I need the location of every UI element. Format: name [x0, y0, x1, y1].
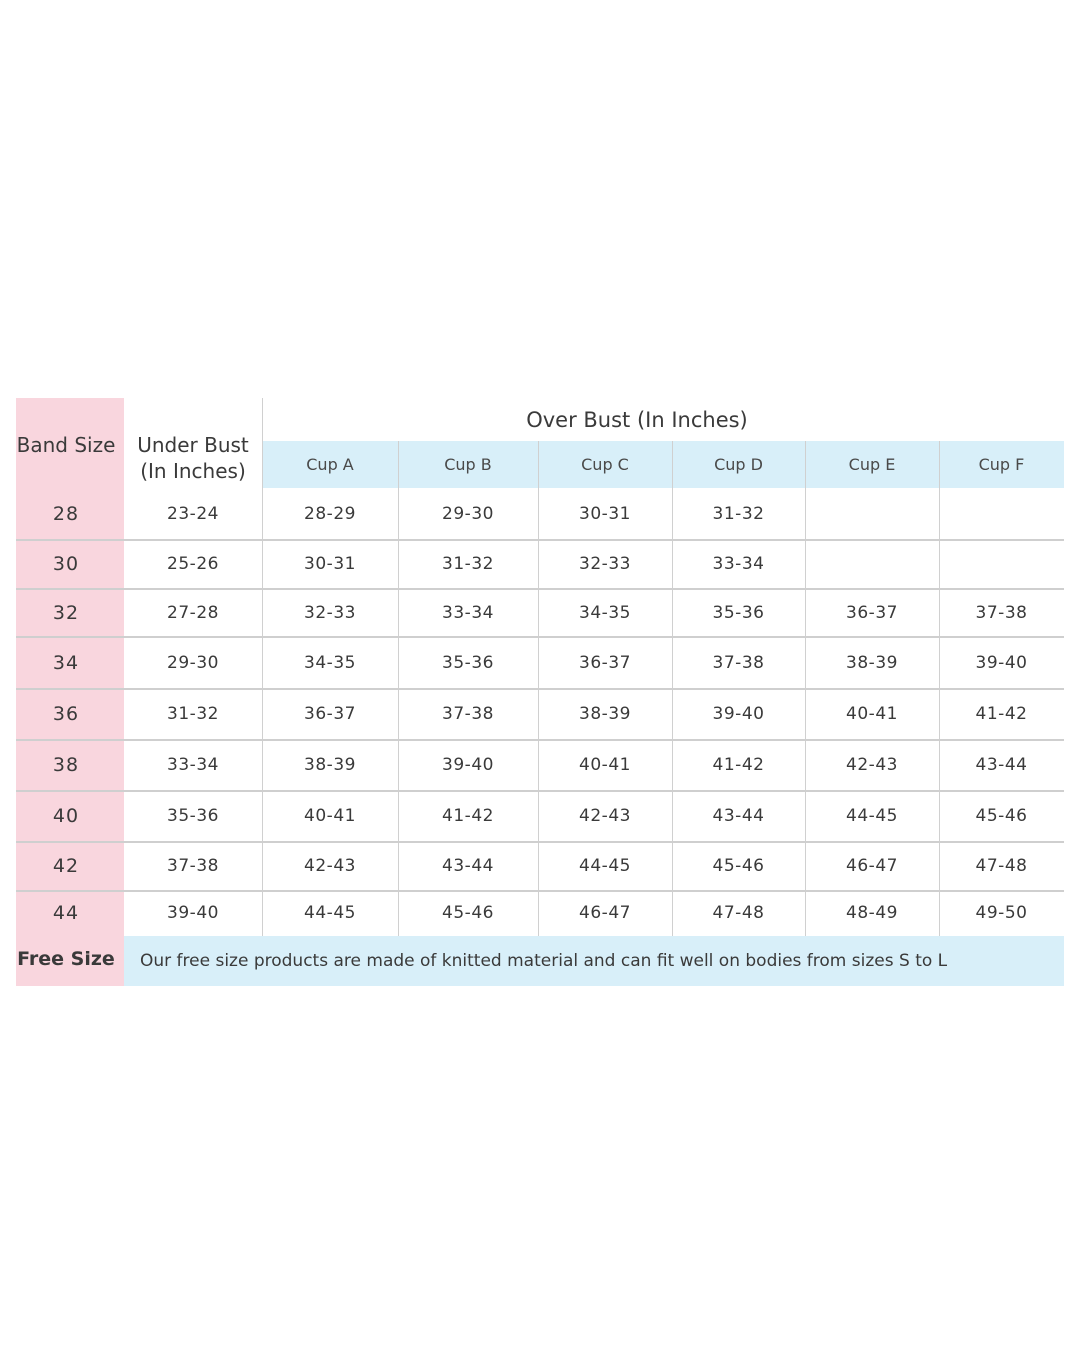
band-size-value: 32: [52, 602, 80, 624]
cup-header: Cup D: [714, 455, 763, 474]
over-bust-value: 45-46: [712, 856, 765, 876]
over-bust-value: 33-34: [442, 603, 494, 623]
over-bust-value: 42-43: [579, 806, 631, 826]
over-bust-value: 39-40: [442, 755, 494, 775]
cup-header: Cup C: [581, 455, 629, 474]
over-bust-value: 41-42: [442, 806, 494, 826]
over-bust-value: 37-38: [975, 603, 1028, 623]
band-size-value: 30: [52, 553, 80, 575]
over-bust-value: 48-49: [846, 903, 898, 923]
over-bust-value: 30-31: [579, 504, 631, 524]
band-size-value: 28: [52, 503, 80, 525]
over-bust-value: 34-35: [579, 603, 631, 623]
cup-header: Cup A: [306, 455, 354, 474]
free-size-note: Our free size products are made of knitted material and can fit well on bodies from sizes S to L: [140, 951, 948, 971]
over-bust-value: 46-47: [579, 903, 631, 923]
over-bust-value: 34-35: [304, 653, 356, 673]
over-bust-value: 31-32: [442, 554, 494, 574]
over-bust-value: 30-31: [304, 554, 356, 574]
over-bust-value: 35-36: [442, 653, 494, 673]
under-bust-header-line2: (In Inches): [140, 459, 246, 483]
over-bust-value: 38-39: [579, 704, 631, 724]
band-size-value: 40: [52, 805, 80, 827]
over-bust-value: 39-40: [712, 704, 765, 724]
under-bust-value: 31-32: [167, 704, 219, 724]
over-bust-value: 31-32: [712, 504, 765, 524]
over-bust-value: 44-45: [579, 856, 631, 876]
under-bust-header-line1: Under Bust: [137, 433, 249, 457]
over-bust-value: 37-38: [712, 653, 765, 673]
over-bust-value: 45-46: [975, 806, 1028, 826]
over-bust-header: Over Bust (In Inches): [526, 408, 748, 432]
over-bust-value: 35-36: [712, 603, 765, 623]
band-size-header: Band Size: [16, 433, 116, 457]
over-bust-value: 38-39: [304, 755, 356, 775]
over-bust-value: 36-37: [846, 603, 898, 623]
cup-header: Cup B: [444, 455, 492, 474]
over-bust-value: 38-39: [846, 653, 898, 673]
over-bust-value: 43-44: [442, 856, 494, 876]
over-bust-value: 43-44: [975, 755, 1028, 775]
under-bust-value: 27-28: [167, 603, 219, 623]
over-bust-value: 40-41: [304, 806, 356, 826]
band-size-value: 34: [52, 652, 80, 674]
over-bust-value: [805, 488, 939, 540]
cup-header: Cup E: [848, 455, 896, 474]
over-bust-value: 28-29: [304, 504, 356, 524]
over-bust-value: 33-34: [712, 554, 765, 574]
band-size-value: 42: [52, 855, 80, 877]
over-bust-value: [939, 540, 1064, 589]
over-bust-value: 32-33: [579, 554, 631, 574]
over-bust-value: 46-47: [846, 856, 898, 876]
over-bust-value: 44-45: [846, 806, 898, 826]
band-size-value: 38: [52, 754, 80, 776]
under-bust-value: 23-24: [167, 504, 219, 524]
over-bust-value: 37-38: [442, 704, 494, 724]
free-size-label: Free Size: [17, 948, 115, 970]
under-bust-value: 25-26: [167, 554, 219, 574]
over-bust-value: 36-37: [579, 653, 631, 673]
under-bust-value: 39-40: [167, 903, 219, 923]
under-bust-value: 37-38: [167, 856, 219, 876]
over-bust-value: 29-30: [442, 504, 494, 524]
over-bust-value: 49-50: [975, 903, 1028, 923]
under-bust-value: 33-34: [167, 755, 219, 775]
over-bust-value: 39-40: [975, 653, 1028, 673]
over-bust-value: [805, 540, 939, 589]
over-bust-value: 44-45: [304, 903, 356, 923]
over-bust-value: 41-42: [712, 755, 765, 775]
over-bust-value: 40-41: [846, 704, 898, 724]
over-bust-value: 42-43: [846, 755, 898, 775]
over-bust-value: 40-41: [579, 755, 631, 775]
over-bust-value: 41-42: [975, 704, 1028, 724]
band-size-value: 44: [52, 902, 80, 924]
over-bust-value: 47-48: [975, 856, 1028, 876]
over-bust-value: 42-43: [304, 856, 356, 876]
under-bust-value: 29-30: [167, 653, 219, 673]
over-bust-value: 45-46: [442, 903, 494, 923]
under-bust-value: 35-36: [167, 806, 219, 826]
over-bust-value: 43-44: [712, 806, 765, 826]
band-size-value: 36: [52, 703, 80, 725]
cup-header: Cup F: [978, 455, 1025, 474]
over-bust-value: [939, 488, 1064, 540]
over-bust-value: 36-37: [304, 704, 356, 724]
over-bust-value: 32-33: [304, 603, 356, 623]
over-bust-value: 47-48: [712, 903, 765, 923]
